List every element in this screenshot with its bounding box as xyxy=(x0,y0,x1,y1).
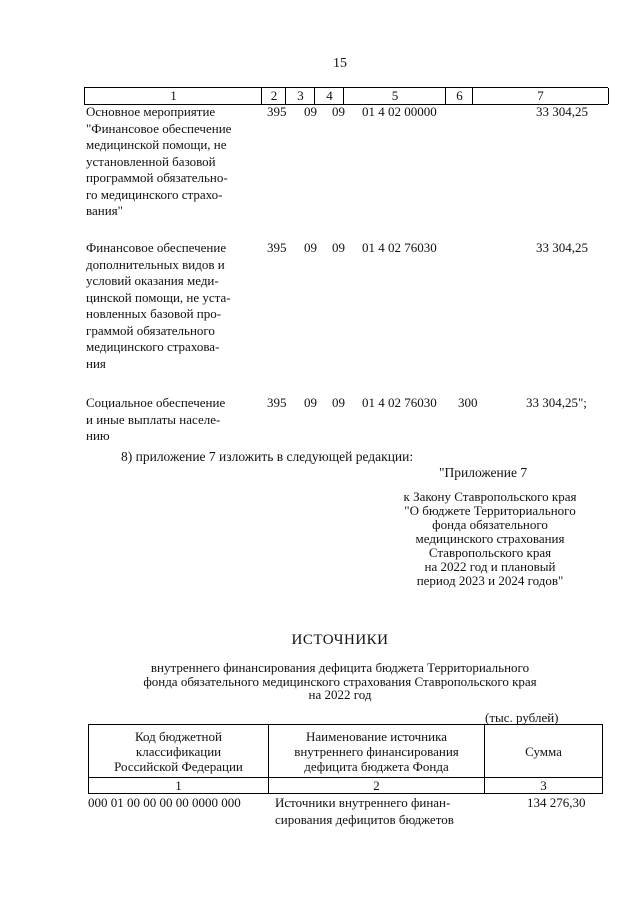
table2-row-amount: 134 276,30 xyxy=(527,795,586,810)
table1-header-col-1: 1 xyxy=(84,88,262,104)
row-col-5: 01 4 02 76030 xyxy=(362,240,437,255)
sources-table xyxy=(88,724,603,794)
row-col-4: 09 xyxy=(332,104,345,119)
table2-number-row xyxy=(89,778,603,794)
table2-row-name: Источники внутреннего финан- сирования дефицитов бюджетов xyxy=(275,795,454,827)
table2-number-2: 2 xyxy=(269,778,485,794)
row-col-7: 33 304,25"; xyxy=(526,395,587,410)
row-name: Социальное обеспечение и иные выплаты населе- нию xyxy=(86,395,226,443)
row-col-6: 300 xyxy=(458,395,478,410)
row-col-5: 01 4 02 00000 xyxy=(362,104,437,119)
table1-header-col-2: 2 xyxy=(261,88,286,104)
table1-header-col-5: 5 xyxy=(343,88,446,104)
table2-header-name: Наименование источника внутреннего финансирования дефицита бюджета Фонда xyxy=(269,725,485,778)
table1-header-col-3: 3 xyxy=(285,88,315,104)
row-col-4: 09 xyxy=(332,240,345,255)
row-col-4: 09 xyxy=(332,395,345,410)
units-label: (тыс. рублей) xyxy=(485,710,559,725)
row-col-2: 395 xyxy=(267,395,287,410)
table1-header-row xyxy=(84,87,608,105)
row-col-2: 395 xyxy=(267,240,287,255)
table2-number-1: 1 xyxy=(89,778,269,794)
table2-row-code: 000 01 00 00 00 00 0000 000 xyxy=(88,795,241,810)
document-title: ИСТОЧНИКИ xyxy=(291,632,389,648)
appendix-title: "Приложение 7 xyxy=(439,465,528,480)
amendment-paragraph: 8) приложение 7 изложить в следующей редакции: xyxy=(121,449,414,464)
row-col-3: 09 xyxy=(304,240,317,255)
table1-header-col-7: 7 xyxy=(472,88,609,104)
document-subtitle: внутреннего финансирования дефицита бюджета Территориального фонда обязательного медицинского страхования Ставропольского края на 2022 год xyxy=(143,660,537,702)
table1-header-col-4: 4 xyxy=(314,88,344,104)
row-col-3: 09 xyxy=(304,104,317,119)
table2-header-amount: Сумма xyxy=(485,725,603,778)
table1-header-col-6: 6 xyxy=(445,88,473,104)
table2-header-code: Код бюджетной классификации Российской Федерации xyxy=(89,725,269,778)
appendix-reference: к Закону Ставропольского края "О бюджете Территориального фонда обязательного медицинского страхования Ставропольского края на 2022 год и плановый период 2023 и 2024 годов" xyxy=(403,489,577,588)
row-name: Финансовое обеспечение дополнительных видов и условий оказания меди- цинской помощи, не уста- новленных базовой про- граммой обязательного медицинского страхова- ния xyxy=(86,240,231,371)
table2-header-row xyxy=(89,725,603,778)
row-col-2: 395 xyxy=(267,104,287,119)
row-col-7: 33 304,25 xyxy=(536,240,588,255)
row-col-3: 09 xyxy=(304,395,317,410)
table2-number-3: 3 xyxy=(485,778,603,794)
row-col-7: 33 304,25 xyxy=(536,104,588,119)
row-name: Основное мероприятие "Финансовое обеспечение медицинской помощи, не установленной базовой программой обязательно- го медицинского страхо- вания" xyxy=(86,104,232,218)
page-number: 15 xyxy=(333,56,347,71)
row-col-5: 01 4 02 76030 xyxy=(362,395,437,410)
